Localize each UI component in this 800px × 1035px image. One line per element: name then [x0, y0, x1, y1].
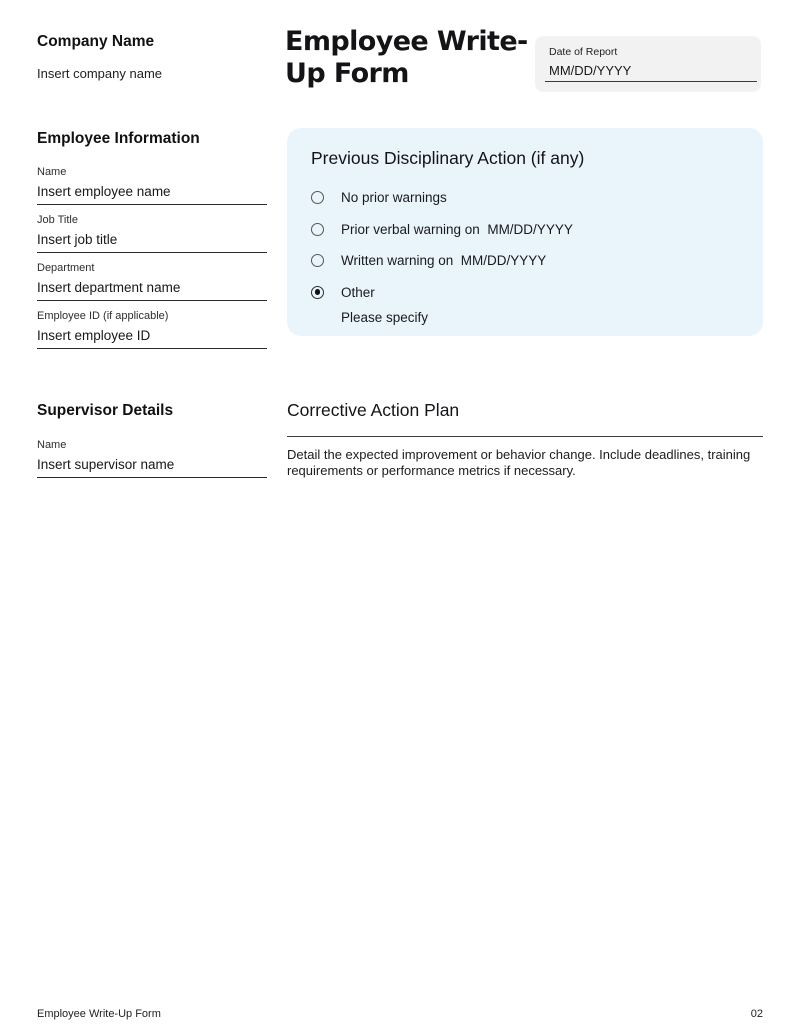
department-field-group [37, 262, 267, 301]
employee-id-input[interactable]: Insert employee ID [37, 328, 267, 349]
radio-option-label: Written warning on MM/DD/YYYY [341, 253, 547, 268]
corrective-action-section [287, 400, 763, 479]
radio-option-no-prior-warnings[interactable] [311, 190, 739, 205]
job-title-input[interactable]: Insert job title [37, 232, 267, 253]
company-block [37, 33, 267, 81]
page-footer [37, 1008, 763, 1020]
employee-information-heading: Employee Information [37, 130, 200, 147]
radio-option-prior-verbal-warning[interactable] [311, 222, 739, 237]
employee-name-label: Name [37, 166, 67, 178]
previous-disciplinary-heading: Previous Disciplinary Action (if any) [311, 148, 585, 168]
employee-id-label: Employee ID (if applicable) [37, 310, 169, 322]
radio-option-written-warning[interactable] [311, 253, 739, 268]
corrective-action-heading: Corrective Action Plan [287, 400, 460, 420]
job-title-label: Job Title [37, 214, 78, 226]
radio-option-label: Other [341, 284, 375, 300]
previous-disciplinary-panel [287, 128, 763, 336]
department-label: Department [37, 262, 95, 274]
job-title-field-group [37, 214, 267, 253]
supervisor-name-field-group [37, 439, 267, 478]
disciplinary-options [311, 190, 739, 325]
radio-button-icon[interactable] [311, 254, 324, 267]
radio-option-other[interactable] [311, 285, 739, 300]
footer-page-number: 02 [750, 1008, 763, 1020]
employee-name-field-group [37, 166, 267, 205]
radio-button-icon[interactable] [311, 191, 324, 204]
department-input[interactable]: Insert department name [37, 280, 267, 301]
radio-button-selected-icon[interactable] [311, 286, 324, 299]
supervisor-name-input[interactable]: Insert supervisor name [37, 457, 267, 478]
corrective-action-textarea[interactable]: Detail the expected improvement or behavior change. Include deadlines, training requirements or performance metrics if necessary. [287, 447, 751, 478]
supervisor-name-label: Name [37, 439, 67, 451]
date-of-report-field[interactable]: MM/DD/YYYY [549, 63, 632, 78]
company-name-heading: Company Name [37, 33, 155, 50]
date-of-report-box [535, 36, 761, 92]
radio-button-icon[interactable] [311, 223, 324, 236]
corrective-action-divider [287, 436, 763, 437]
company-name-field[interactable]: Insert company name [37, 66, 163, 81]
employee-id-field-group [37, 310, 267, 349]
employee-name-input[interactable]: Insert employee name [37, 184, 267, 205]
date-of-report-label: Date of Report [549, 46, 618, 58]
radio-option-label: No prior warnings [341, 190, 447, 205]
page-title: Employee Write-Up Form [285, 26, 528, 89]
radio-option-label: Prior verbal warning on MM/DD/YYYY [341, 221, 573, 237]
date-underline [545, 81, 757, 82]
please-specify-field[interactable]: Please specify [341, 310, 429, 325]
supervisor-details-heading: Supervisor Details [37, 402, 174, 419]
footer-document-title: Employee Write-Up Form [37, 1008, 161, 1020]
